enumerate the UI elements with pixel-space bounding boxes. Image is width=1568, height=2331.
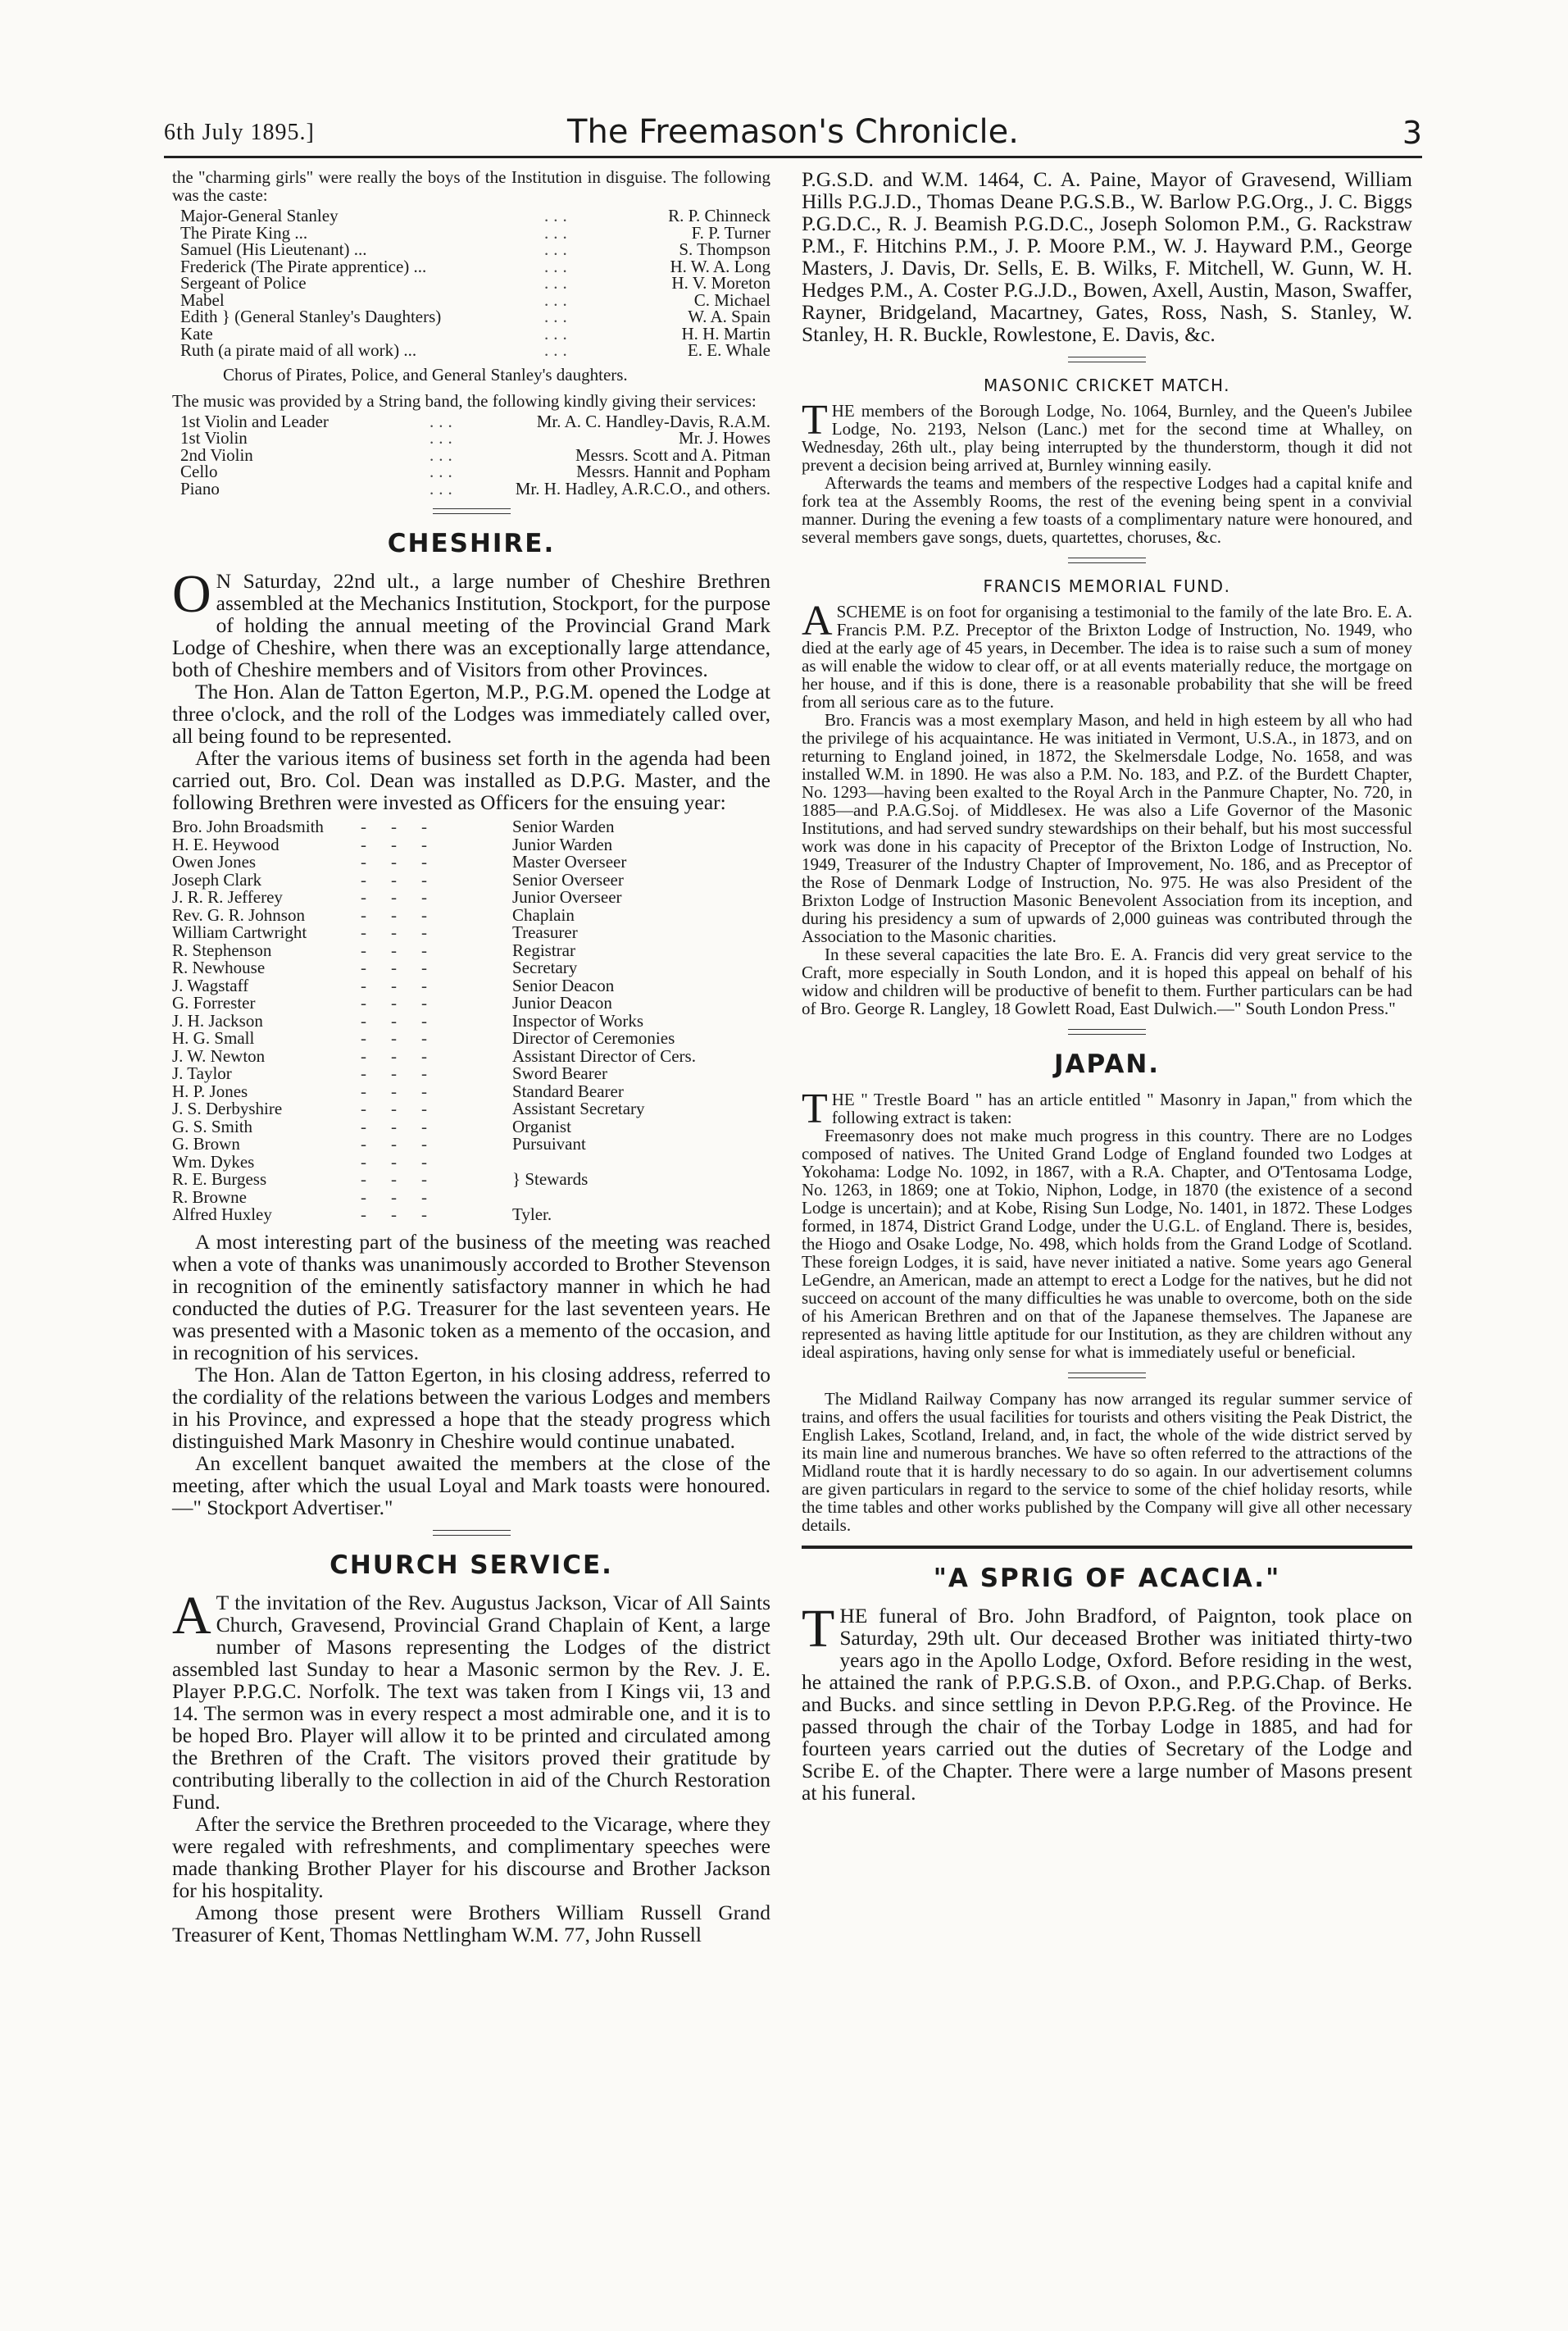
cheshire-article [172,564,770,814]
cast-row: Samuel (His Lieutenant) ... ... S. Thompson [180,239,770,259]
japan-article [802,1086,1412,1362]
drop-cap: A [802,598,833,644]
thick-rule [802,1546,1412,1549]
masthead-rule [164,156,1422,158]
church-heading: CHURCH SERVICE. [330,1550,613,1580]
paragraph: HE funeral of Bro. John Bradford, of Paignton, took place on Saturday, 29th ult. Our deceased Brother was initiated thirty-two years ago in the Apollo Lodge, Oxford. Before residing in the west, he attained the rank of P.P.G.S.B. of Oxon., and P.P.G.Chap. of Berks. and Bucks. and since settling in Devon P.P.G.Reg. of the Province. He passed through the chair of the Torbay Lodge in 1885, and had for fourteen years carried out the duties of Secretary of the Lodge and Scribe E. of the Chapter. There were a large number of Masons present at his funeral. [802,1604,1412,1805]
officer-row: R. E. Burgess --- } Stewards [172,1169,589,1189]
paragraph: N Saturday, 22nd ult., a large number of Cheshire Brethren assembled at the Mechanics Institution, Stockport, for the purpose of holding the annual meeting of the Provincial Grand Mark Lodge of Cheshire, when there was an exceptionally large attendance, both of Cheshire members and of Visitors from other Provinces. [172,569,770,681]
officer-row: Joseph Clark --- Senior Overseer [172,869,624,890]
music-text: The music was provided by a String band, the following kindly giving their services: [172,390,757,411]
cast-row: Major-General Stanley ... R. P. Chinneck [180,206,770,225]
section-divider [1068,1029,1146,1035]
continuation-text: P.G.S.D. and W.M. 1464, C. A. Paine, Mayor of Gravesend, William Hills P.G.J.D., Thomas Deane P.G.S.B., W. Barlow P.G.Org., J. C. Biggs P.G.D.C., R. J. Beamish P.G.D.C., Joseph Solomon P.M., G. Rackstraw P.M., F. Hitchins P.M., J. P. Moore P.M., W. J. Hayward P.M., George Masters, J. Davis, Dr. Sells, E. B. Wilks, F. Mitchell, W. Gunn, W. H. Hedges P.M., A. Coster P.G.J.D., Bowen, Axell, Austin, Mason, Swaffer, Rayner, Bridgeland, Macartney, Gates, Ross, Nash, S. Stanley, W. Stanley, H. R. Buckle, Rowlestone, E. Davis, &c. [802,167,1412,346]
officer-row: J. R. R. Jefferey --- Junior Overseer [172,887,622,907]
paragraph: SCHEME is on foot for organising a testimonial to the family of the late Bro. E. A. Francis P.M. P.Z. Preceptor of the Brixton Lodge of Instruction, No. 1949, who died at the early age of 45 years, in December. The idea is to raise such a sum of money as will enable the widow to clear off, or at all events materially reduce, the mortgage on her house, and if this is done, there is a reasonable probability that she will be freed from all serious care as to the future. [802,602,1412,712]
cheshire-article-cont [172,1231,770,1518]
officer-row: J. Wagstaff --- Senior Deacon [172,975,615,995]
paragraph: The Hon. Alan de Tatton Egerton, M.P., P.G.M. opened the Lodge at three o'clock, and the roll of the Lodges was immediately called over, all being found to be represented. [172,680,770,748]
band-row: 2nd Violin ... Messrs. Scott and A. Pitman [180,444,770,465]
section-divider [1068,1373,1146,1378]
publication-title: The Freemason's Chronicle. [567,113,1019,151]
cast-row: Sergeant of Police ... H. V. Moreton [180,273,770,293]
officer-row: J. Taylor --- Sword Bearer [172,1063,608,1083]
officer-row: G. Forrester --- Junior Deacon [172,993,612,1013]
officer-row: G. Brown --- Pursuivant [172,1134,586,1154]
officer-row: G. S. Smith --- Organist [172,1116,571,1136]
band-row: Piano ... Mr. H. Hadley, A.R.C.O., and others. [180,478,770,499]
officer-row: R. Newhouse --- Secretary [172,958,578,977]
midland-notice: The Midland Railway Company has now arranged its regular summer service of trains, and offers the usual facilities for tourists and others visiting the Peak District, the English Lakes, Scotland, Ireland, and, in fact, the whole of the wide district served by its main line and numerous branches. We have so often referred to the attractions of the Midland route that it is hardly necessary to do so again. In our advertisement columns are given particulars in regard to the service to some of the chief holiday resorts, while the time tables and other works published by the Company will give all other necessary details. [802,1389,1412,1535]
officer-row: Owen Jones --- Master Overseer [172,852,627,872]
paragraph: Freemasonry does not make much progress in this country. There are no Lodges composed of natives. The United Grand Lodge of England founded two Lodges at Yokohama: Lodge No. 1092, in 1867, with a R.A. Chapter, and O'Tentosama Lodge, No. 1263, in 1869; one at Tokio, Niphon, Lodge, in 1870 (the existence of a second Lodge is uncertain); and at Kobe, Rising Sun Lodge, No. 1401, in 1872. These Lodges formed, in 1874, District Grand Lodge, under the U.G.L. of England. There is, besides, the Hiogo and Osake Lodge, No. 498, which holds from the Grand Lodge of Scotland. These foreign Lodges, it is said, have never initiated a native. Some years ago General LeGendre, an American, made an attempt to erect a Lodge for the natives, but he did not succeed on account of the many difficulties he was unable to overcome, both on the side of his American Brethren and on that of the Japanese themselves. The Japanese are represented as having little aptitude for our Institution, as they are children without any ideal aspirations, having only sense for what is immediately useful or beneficial. [802,1126,1412,1362]
officer-row: R. Browne --- [172,1186,452,1207]
officer-row: R. Stephenson --- Registrar [172,940,575,960]
officer-row: J. S. Derbyshire --- Assistant Secretary [172,1099,645,1118]
cast-row: Edith } (General Stanley's Daughters) ... W. A. Spain [180,307,770,326]
cast-list [172,207,770,359]
drop-cap: T [802,397,828,444]
acacia-article [802,1599,1412,1805]
paragraph: Among those present were Brothers William Russell Grand Treasurer of Kent, Thomas Nettlingham W.M. 77, John Russell [172,1900,770,1946]
francis-article [802,598,1412,1018]
drop-cap: A [172,1585,211,1646]
chorus-line: Chorus of Pirates, Police, and General Stanley's daughters. [223,364,628,385]
paragraph: T the invitation of the Rev. Augustus Jackson, Vicar of All Saints Church, Gravesend, Provincial Grand Chaplain of Kent, a large number of Masons representing the Lodges of the district assembled last Sunday to hear a Masonic sermon by the Rev. J. E. Player P.P.G.C. Norfolk. The text was taken from I Kings vii, 13 and 14. The sermon was in every respect a most admirable one, and it is to be hoped Bro. Player will allow it to be printed and circulated among the Brethren of the Craft. The visitors proved their gratitude by contributing liberally to the collection in aid of the Church Restoration Fund. [172,1590,770,1814]
paragraph: A most interesting part of the business of the meeting was reached when a vote of thanks was unanimously accorded to Brother Stevenson in recognition of the eminently satisfactory manner in which he had conducted the duties of P.G. Treasurer for the last seventeen years. He was presented with a Masonic token as a memento of the occasion, and in recognition of his services. [172,1229,770,1364]
cast-row: Frederick (The Pirate apprentice) ... ... H. W. A. Long [180,256,770,276]
officer-row: Rev. G. R. Johnson --- Chaplain [172,904,575,925]
officer-row: J. H. Jackson --- Inspector of Works [172,1010,644,1031]
section-divider [433,508,511,514]
band-row: 1st Violin ... Mr. J. Howes [180,428,770,448]
officer-row: H. G. Small --- Director of Ceremonies [172,1028,675,1048]
officers-list [172,818,770,1224]
acacia-heading: "A SPRIG OF ACACIA." [933,1564,1281,1593]
officer-row: Alfred Huxley --- Tyler. [172,1204,552,1224]
drop-cap: T [802,1599,835,1659]
paragraph: After the service the Brethren proceeded to the Vicarage, where they were regaled with refreshments, and complimentary speeches were made thanking Brother Player for his discourse and Brother Jackson for his hospitality. [172,1811,770,1902]
paragraph: An excellent banquet awaited the members at the close of the meeting, after which the usual Loyal and Mark toasts were honoured.—" Stockport Advertiser." [172,1450,770,1519]
cricket-article [802,397,1412,547]
cast-row: Kate ... H. H. Martin [180,323,770,344]
section-divider [1068,558,1146,563]
left-column [172,168,770,1946]
right-column [802,168,1412,1804]
paragraph: Bro. Francis was a most exemplary Mason, and held in high esteem by all who had the privilege of his acquaintance. He was initiated in Vermont, U.S.A., in 1873, and on returning to England joined, in 1872, the Skelmersdale Lodge, No. 1658, and was installed W.M. in 1890. He was also a P.M. No. 183, and P.Z. of the Burdett Chapter, No. 1293—having been exalted to the Royal Arch in the Panmure Chapter, No. 720, in 1885—and P.A.G.Soj. of Middlesex. He was also a Life Governor of the Masonic Institutions, and had served sundry stewardships on their behalf, but his most successful work was done in his capacity of Preceptor of the Brixton Lodge of Instruction, No. 1949, Treasurer of the Industry Chapter of Improvement, No. 186, and as Preceptor of the Rose of Denmark Lodge of Instruction, No. 975. He was also President of the Brixton Lodge of Instruction Masonic Benevolent Association from its inception, and during his presidency a sum of upwards of 2,000 guineas was contributed through the Association to the Masonic charities. [802,710,1412,946]
cheshire-heading: CHESHIRE. [387,529,556,558]
paragraph: Afterwards the teams and members of the respective Lodges had a capital knife and fork tea at the Assembly Rooms, the rest of the evening being spent in a convivial manner. During the evening a few toasts of a complimentary nature were honoured, and several members gave songs, duets, quartettes, choruses, &c. [802,473,1412,547]
francis-heading: FRANCIS MEMORIAL FUND. [983,576,1231,596]
cricket-heading: MASONIC CRICKET MATCH. [983,376,1231,395]
japan-heading: JAPAN. [1053,1049,1161,1079]
cast-row: Ruth (a pirate maid of all work) ... ... E. E. Whale [180,340,770,360]
officer-row: Bro. John Broadsmith --- Senior Warden [172,817,615,836]
officer-row: H. P. Jones --- Standard Bearer [172,1081,624,1101]
drop-cap: T [802,1086,828,1132]
band-row: 1st Violin and Leader ... Mr. A. C. Handley-Davis, R.A.M. [180,411,770,431]
page-number: 3 [1402,115,1422,151]
intro-text: the "charming girls" were really the boys of the Institution in disguise. The following was the caste: [172,167,770,205]
officer-row: H. E. Heywood --- Junior Warden [172,834,613,854]
paragraph: HE members of the Borough Lodge, No. 1064, Burnley, and the Queen's Jubilee Lodge, No. 2193, Nelson (Lanc.) met for the second time at Whalley, on Wednesday, 26th ult., play being interrupted by the thunderstorm, though it did not prevent a decision being arrived at, Burnley winning easily. [802,401,1412,475]
cast-row: The Pirate King ... ... F. P. Turner [180,222,770,243]
issue-date: 6th July 1895.] [164,120,315,145]
cast-row: Mabel ... C. Michael [180,289,770,310]
paragraph: HE " Trestle Board " has an article entitled " Masonry in Japan," from which the following extract is taken: [831,1090,1412,1127]
section-divider [433,1530,511,1536]
drop-cap: O [172,564,211,624]
band-row: Cello ... Messrs. Hannit and Popham [180,462,770,481]
paragraph: The Hon. Alan de Tatton Egerton, in his closing address, referred to the cordiality of the relations between the various Lodges and members in his Province, and expressed a hope that the steady progress which distinguished Mark Masonry in Cheshire would continue unabated. [172,1362,770,1453]
church-article [172,1585,770,1946]
paragraph: After the various items of business set forth in the agenda had been carried out, Bro. Col. Dean was installed as D.P.G. Master, and the following Brethren were invested as Officers for the ensuing year: [172,746,770,814]
officer-row: Wm. Dykes --- [172,1151,452,1172]
band-list [172,413,770,498]
paragraph: In these several capacities the late Bro. E. A. Francis did very great service to the Craft, more especially in South London, and it is hoped this appeal on behalf of his widow and children will be productive of benefit to them. Further particulars can be had of Bro. George R. Langley, 18 Gowlett Road, East Dulwich.—" South London Press." [802,945,1412,1018]
section-divider [1068,357,1146,362]
officer-row: J. W. Newton --- Assistant Director of Cers. [172,1045,696,1066]
officer-row: William Cartwright --- Treasurer [172,922,578,942]
masthead [164,113,1422,154]
